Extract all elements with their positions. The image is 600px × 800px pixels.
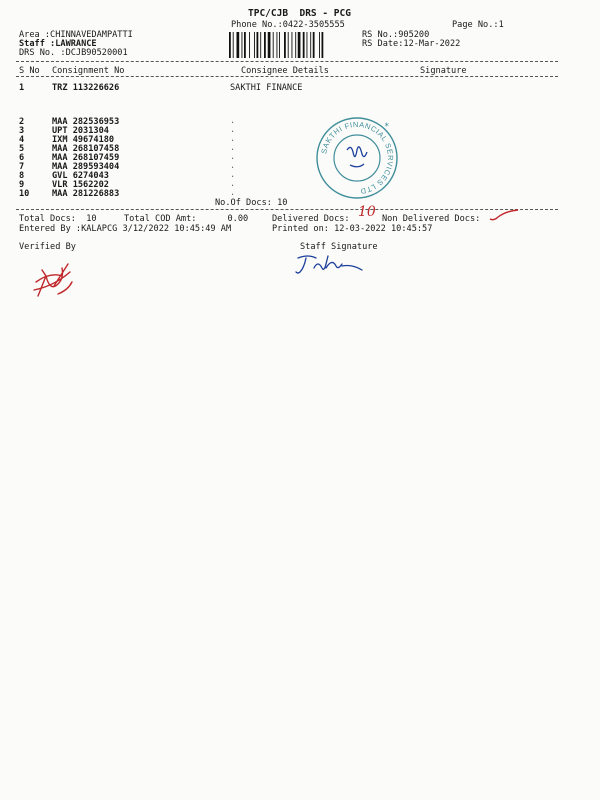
row-10-sno: 10 [19,189,30,199]
row-1-sno: 1 [19,83,25,93]
total-docs: Total Docs: 10 [19,214,97,224]
row-8-sno: 8 [19,171,25,181]
row-7-sno: 7 [19,162,25,172]
printed-on: Printed on: 12-03-2022 10:45:57 [272,224,433,234]
delivered-docs: Delivered Docs: [272,214,350,224]
header-divider [16,61,558,62]
row-2-sno: 2 [19,117,25,127]
total-cod-amount: Total COD Amt: 0.00 [124,214,249,224]
row-3-consignment: UPT 2031304 [52,126,109,136]
rs-number: RS No.:905200 [362,30,430,40]
non-delivered-tick [488,208,522,222]
row-8-consignment: GVL 6274043 [52,171,109,181]
row-7-consignment: MAA 289593404 [52,162,120,172]
entered-by: Entered By :KALAPCG 3/12/2022 10:45:49 AM [19,224,232,234]
row-4-sno: 4 [19,135,25,145]
barcode [229,32,354,58]
staff-label: Staff :LAWRANCE [19,39,97,49]
column-consignment: Consignment No [52,66,125,76]
row-4-consignment: IXM 49674180 [52,135,115,145]
report-title: TPC/CJB DRS - PCG [248,8,351,19]
page-number: Page No.:1 [452,20,504,30]
verified-by-label: Verified By [19,242,76,252]
footer-divider [16,209,558,210]
row-5-consignment: MAA 268107458 [52,144,120,154]
row-5-sno: 5 [19,144,25,154]
row-10-consignment: MAA 281226883 [52,189,120,199]
row-9-sno: 9 [19,180,25,190]
staff-signature [292,252,372,278]
company-stamp [314,115,400,201]
column-divider [16,76,558,77]
non-delivered-docs: Non Delivered Docs: [382,214,481,224]
column-signature: Signature [420,66,467,76]
staff-signature-label: Staff Signature [300,242,378,252]
verifier-signature [28,256,80,302]
phone-number: Phone No.:0422-3505555 [231,20,345,30]
row-1-consignment: TRZ 113226626 [52,83,120,93]
consignee-dots: . . . . . . . . . [230,116,236,198]
row-1-consignee: SAKTHI FINANCE [230,83,303,93]
row-6-sno: 6 [19,153,25,163]
column-sno: S No [19,66,40,76]
svg-text:*: * [384,122,390,132]
row-3-sno: 3 [19,126,25,136]
row-9-consignment: VLR 1562202 [52,180,109,190]
drs-number: DRS No. :DCJB90520001 [19,48,128,58]
row-6-consignment: MAA 268107459 [52,153,120,163]
delivered-count-handwritten: 10 [358,204,376,220]
rs-date: RS Date:12-Mar-2022 [362,39,461,49]
row-2-consignment: MAA 282536953 [52,117,120,127]
no-of-docs: No.Of Docs: 10 [215,198,288,208]
stamp-text: SAKTHI FINANCIAL SERVICES LTD [319,119,396,196]
area-label: Area :CHINNAVEDAMPATTI [19,30,133,40]
column-consignee: Consignee Details [241,66,329,76]
